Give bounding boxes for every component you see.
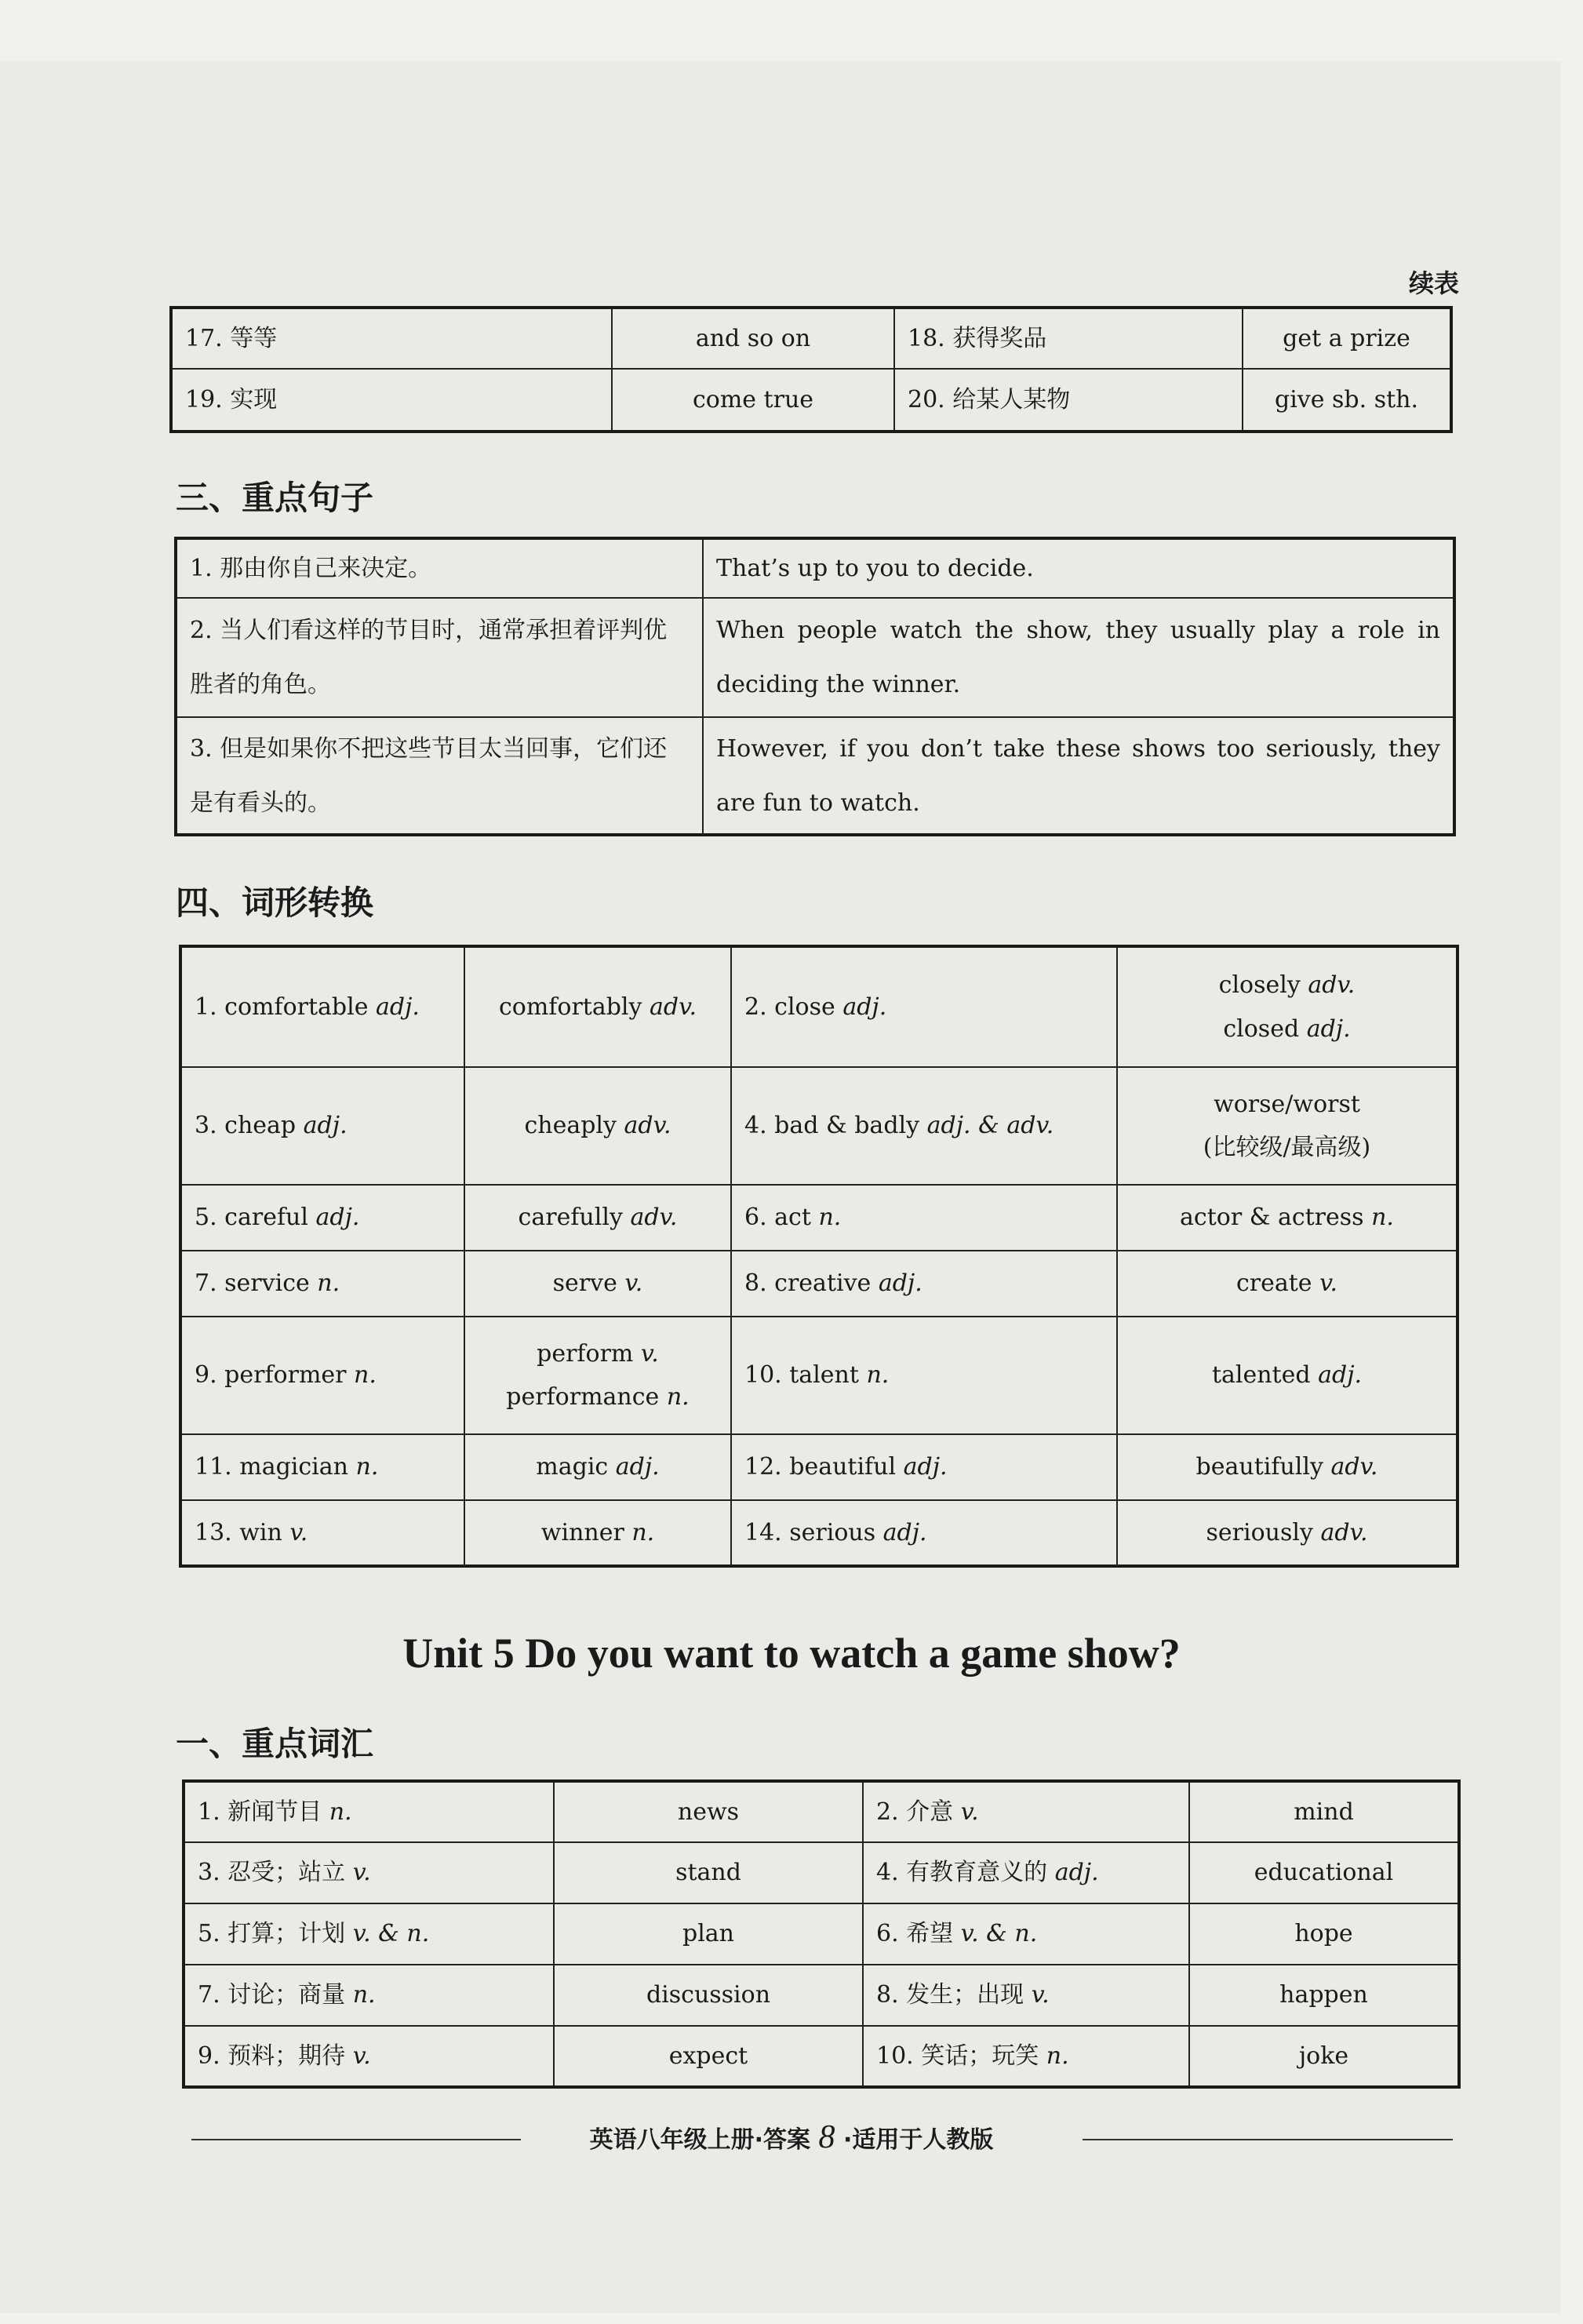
cell-line	[744, 1361, 1104, 1390]
word-text: 7. 讨论；商量	[198, 1981, 353, 2009]
chinese-term-cell	[184, 1842, 554, 1903]
chinese-term-cell	[184, 1781, 554, 1842]
derived-word-cell	[464, 1434, 731, 1500]
word-text: plan	[682, 1920, 734, 1948]
cell-line	[876, 1980, 1176, 2010]
derived-word-cell	[464, 1500, 731, 1566]
base-word-cell	[731, 1251, 1117, 1317]
chinese-term-cell	[863, 2026, 1189, 2087]
cell-line	[1203, 1980, 1445, 2010]
sentence-row	[176, 598, 1454, 717]
base-word-cell	[180, 1185, 464, 1251]
base-word-cell	[731, 1317, 1117, 1434]
base-word-cell	[180, 1317, 464, 1434]
part-of-speech: v.	[289, 1518, 308, 1546]
cell-line	[478, 1452, 718, 1482]
table-row	[171, 369, 1451, 432]
part-of-speech: adj.	[1054, 1859, 1099, 1887]
cell-line	[478, 1203, 718, 1233]
chinese-term-cell: 19. 实现	[171, 369, 612, 432]
base-word-cell	[180, 1067, 464, 1185]
word-text: cheaply	[524, 1112, 624, 1140]
word-form-row	[180, 1067, 1457, 1185]
cell-line	[1130, 1452, 1443, 1482]
english-answer-cell	[554, 1965, 863, 2026]
word-text: magic	[536, 1453, 616, 1481]
english-answer-cell: give sb. sth.	[1243, 369, 1451, 432]
vocab-table-continued	[169, 306, 1453, 433]
word-text: 5. 打算；计划	[198, 1920, 353, 1948]
derived-word-cell	[464, 946, 731, 1067]
word-text: 2. 介意	[876, 1798, 961, 1826]
unit-title: Unit 5 Do you want to watch a game show?	[402, 1630, 1181, 1677]
base-word-cell	[180, 1251, 464, 1317]
base-word-cell	[731, 1067, 1117, 1185]
word-text: seriously	[1206, 1518, 1321, 1546]
part-of-speech: n.	[329, 1798, 352, 1826]
cell-line	[195, 1518, 451, 1548]
chinese-term-cell	[863, 1903, 1189, 1965]
cell-line	[195, 1452, 451, 1482]
word-text: 2. close	[744, 993, 843, 1021]
section-3-title: 三、重点句子	[176, 479, 374, 517]
word-text: stand	[675, 1859, 741, 1887]
base-word-cell	[180, 1434, 464, 1500]
word-text: beautifully	[1195, 1453, 1331, 1481]
base-word-cell	[180, 1500, 464, 1566]
cell-line	[1130, 1518, 1443, 1548]
word-text: 1. comfortable	[195, 993, 377, 1021]
word-text: news	[677, 1798, 740, 1826]
word-text: joke	[1298, 2042, 1349, 2070]
cell-line	[567, 1858, 850, 1888]
part-of-speech: n.	[666, 1383, 690, 1411]
cell-line	[744, 993, 1104, 1022]
derived-word-cell	[464, 1185, 731, 1251]
part-of-speech: adj.	[1318, 1361, 1363, 1390]
part-of-speech: v.	[640, 1339, 659, 1368]
cell-line	[876, 2042, 1176, 2071]
cell-line	[478, 1111, 718, 1141]
word-text: carefully	[518, 1204, 631, 1232]
english-answer-cell	[1189, 2026, 1459, 2087]
word-text: create	[1235, 1269, 1320, 1298]
cell-line	[198, 1919, 540, 1949]
base-word-cell	[180, 946, 464, 1067]
cell-line	[876, 1798, 1176, 1827]
word-text: 6. act	[744, 1204, 819, 1232]
chinese-term-cell	[863, 1842, 1189, 1903]
word-text: 7. service	[195, 1269, 318, 1298]
part-of-speech: n.	[818, 1204, 842, 1232]
base-word-cell	[731, 1500, 1117, 1566]
word-text: 3. cheap	[195, 1112, 304, 1140]
word-text: 1. 新闻节目	[198, 1798, 329, 1826]
word-text: closed	[1223, 1014, 1307, 1043]
cell-line	[1130, 1090, 1443, 1120]
word-text: perform	[537, 1339, 641, 1368]
chinese-term-cell	[184, 1903, 554, 1965]
cell-line	[195, 1269, 451, 1299]
vocab-row	[184, 1842, 1459, 1903]
cell-line	[478, 1339, 718, 1369]
word-text: actor & actress	[1180, 1204, 1372, 1232]
cell-line	[478, 1518, 718, 1548]
cell-line	[1130, 1203, 1443, 1233]
part-of-speech: v.	[1031, 1981, 1050, 2009]
part-of-speech: n.	[355, 1453, 379, 1481]
word-text: 10. talent	[744, 1361, 867, 1390]
derived-word-cell	[1117, 946, 1457, 1067]
word-form-row	[180, 946, 1457, 1067]
chinese-term-cell	[184, 2026, 554, 2087]
derived-word-cell	[1117, 1317, 1457, 1434]
english-answer-cell	[1189, 1903, 1459, 1965]
cell-line	[744, 1269, 1104, 1299]
word-text: serve	[552, 1269, 625, 1298]
cell-line	[876, 1919, 1176, 1949]
word-text: 13. win	[195, 1518, 290, 1546]
english-answer-cell: come true	[612, 369, 894, 432]
word-text: expect	[668, 2042, 748, 2070]
derived-word-cell	[1117, 1434, 1457, 1500]
chinese-term-cell: 20. 给某人某物	[894, 369, 1243, 432]
sentence-row	[176, 717, 1454, 835]
key-vocabulary-table	[182, 1779, 1461, 2089]
cell-line	[478, 1382, 718, 1412]
cell-line	[567, 1919, 850, 1949]
part-of-speech: adv.	[1308, 971, 1356, 999]
cell-line	[1130, 1361, 1443, 1390]
word-text: hope	[1294, 1920, 1353, 1948]
cell-line	[1130, 1014, 1443, 1044]
part-of-speech: adv.	[624, 1112, 671, 1140]
part-of-speech: n.	[354, 1361, 377, 1390]
part-of-speech: adv.	[1320, 1518, 1368, 1546]
cell-line	[1203, 2042, 1445, 2071]
part-of-speech: n.	[1371, 1204, 1394, 1232]
footer-book-title: 英语八年级上册·答案	[589, 2126, 811, 2154]
english-answer-cell	[1189, 1842, 1459, 1903]
chinese-sentence-cell: 1. 那由你自己来决定。	[176, 538, 703, 598]
vocab-row	[184, 1903, 1459, 1965]
footer-edition: ·适用于人教版	[842, 2126, 994, 2154]
section-1-title: 一、重点词汇	[176, 1725, 374, 1763]
cell-line	[567, 1980, 850, 2010]
word-text: 14. serious	[744, 1518, 883, 1546]
english-answer-cell	[554, 1781, 863, 1842]
derived-word-cell	[464, 1067, 731, 1185]
cell-line	[1130, 971, 1443, 1000]
part-of-speech: n.	[866, 1361, 890, 1390]
word-text: 6. 希望	[876, 1920, 961, 1948]
word-text: happen	[1279, 1981, 1368, 2009]
word-text: educational	[1254, 1859, 1394, 1887]
chinese-sentence-cell: 3. 但是如果你不把这些节目太当回事，它们还是有看头的。	[176, 717, 703, 835]
cell-line	[744, 1452, 1104, 1482]
word-form-row	[180, 1251, 1457, 1317]
word-form-row	[180, 1185, 1457, 1251]
chinese-term-cell	[184, 1965, 554, 2026]
chinese-term-cell: 18. 获得奖品	[894, 308, 1243, 369]
english-answer-cell	[1189, 1781, 1459, 1842]
word-text: 12. beautiful	[744, 1453, 904, 1481]
continued-label: 续表	[1408, 268, 1459, 298]
word-text: 9. 预料；期待	[198, 2042, 353, 2070]
cell-line	[1130, 1269, 1443, 1299]
cell-line	[1130, 1133, 1443, 1163]
part-of-speech: adj.	[615, 1453, 660, 1481]
word-text: discussion	[646, 1981, 771, 2009]
word-text: 11. magician	[195, 1453, 356, 1481]
vocab-row	[184, 1965, 1459, 2026]
part-of-speech: v.	[960, 1798, 979, 1826]
part-of-speech: n.	[631, 1518, 655, 1546]
word-text: comfortably	[498, 993, 650, 1021]
word-text: closely	[1218, 971, 1308, 999]
word-text: 8. creative	[744, 1269, 879, 1298]
chinese-term-cell	[863, 1965, 1189, 2026]
part-of-speech: adj.	[1306, 1014, 1351, 1043]
cell-line	[744, 1203, 1104, 1233]
derived-word-cell	[1117, 1251, 1457, 1317]
word-text: (比较级/最高级)	[1203, 1134, 1371, 1161]
cell-line	[198, 1980, 540, 2010]
base-word-cell	[731, 946, 1117, 1067]
cell-line	[876, 1858, 1176, 1888]
cell-line	[1203, 1798, 1445, 1827]
word-text: 10. 笑话；玩笑	[876, 2042, 1046, 2070]
chinese-sentence-cell: 2. 当人们看这样的节目时，通常承担着评判优胜者的角色。	[176, 598, 703, 717]
cell-line	[567, 1798, 850, 1827]
word-text: winner	[540, 1518, 632, 1546]
english-sentence-cell: However, if you don’t take these shows too seriously, they are fun to watch.	[703, 717, 1454, 835]
word-text: talented	[1211, 1361, 1319, 1390]
base-word-cell	[731, 1185, 1117, 1251]
table-row	[171, 308, 1451, 369]
cell-line	[195, 1111, 451, 1141]
part-of-speech: adv.	[1330, 1453, 1378, 1481]
word-form-row	[180, 1434, 1457, 1500]
part-of-speech: v. & n.	[352, 1920, 430, 1948]
part-of-speech: v.	[352, 2042, 371, 2070]
word-form-row	[180, 1317, 1457, 1434]
english-answer-cell	[554, 2026, 863, 2087]
part-of-speech: adj.	[315, 1204, 360, 1232]
word-form-row	[180, 1500, 1457, 1566]
derived-word-cell	[1117, 1185, 1457, 1251]
word-text: worse/worst	[1214, 1090, 1360, 1118]
derived-word-cell	[1117, 1067, 1457, 1185]
cell-line	[198, 1858, 540, 1888]
word-text: 4. bad & badly	[744, 1112, 927, 1140]
english-answer-cell: and so on	[612, 308, 894, 369]
part-of-speech: adj. & adv.	[926, 1112, 1054, 1140]
derived-word-cell	[1117, 1500, 1457, 1566]
cell-line	[478, 1269, 718, 1299]
part-of-speech: n.	[317, 1269, 340, 1298]
part-of-speech: v.	[624, 1269, 643, 1298]
cell-line	[195, 1361, 451, 1390]
cell-line	[478, 993, 718, 1022]
part-of-speech: v.	[1319, 1269, 1338, 1298]
section-4-title: 四、词形转换	[176, 883, 374, 922]
cell-line	[1203, 1858, 1445, 1888]
english-sentence-cell: When people watch the show, they usually play a role in deciding the winner.	[703, 598, 1454, 717]
part-of-speech: adv.	[650, 993, 697, 1021]
page-footer	[0, 2118, 1583, 2156]
word-text: 4. 有教育意义的	[876, 1859, 1055, 1887]
base-word-cell	[731, 1434, 1117, 1500]
cell-line	[198, 2042, 540, 2071]
english-answer-cell	[554, 1842, 863, 1903]
cell-line	[567, 2042, 850, 2071]
word-forms-table	[179, 945, 1459, 1568]
page-number: 8	[818, 2119, 835, 2155]
word-text: 8. 发生；出现	[876, 1981, 1032, 2009]
part-of-speech: adj.	[882, 1518, 927, 1546]
sentence-row	[176, 538, 1454, 598]
part-of-speech: adj.	[842, 993, 887, 1021]
vocab-row	[184, 2026, 1459, 2087]
english-answer-cell	[1189, 1965, 1459, 2026]
part-of-speech: v. & n.	[960, 1920, 1038, 1948]
part-of-speech: adv.	[630, 1204, 678, 1232]
english-answer-cell: get a prize	[1243, 308, 1451, 369]
part-of-speech: adj.	[376, 993, 420, 1021]
cell-line	[1203, 1919, 1445, 1949]
english-answer-cell	[554, 1903, 863, 1965]
cell-line	[744, 1518, 1104, 1548]
part-of-speech: n.	[352, 1981, 376, 2009]
word-text: 9. performer	[195, 1361, 355, 1390]
part-of-speech: adj.	[878, 1269, 923, 1298]
part-of-speech: n.	[1046, 2042, 1069, 2070]
word-text: performance	[506, 1383, 667, 1411]
derived-word-cell	[464, 1251, 731, 1317]
english-sentence-cell: That’s up to you to decide.	[703, 538, 1454, 598]
chinese-term-cell: 17. 等等	[171, 308, 612, 369]
cell-line	[198, 1798, 540, 1827]
cell-line	[195, 1203, 451, 1233]
word-text: mind	[1294, 1798, 1354, 1826]
key-sentences-table	[174, 537, 1456, 836]
part-of-speech: adj.	[303, 1112, 348, 1140]
derived-word-cell	[464, 1317, 731, 1434]
vocab-row	[184, 1781, 1459, 1842]
part-of-speech: adj.	[903, 1453, 948, 1481]
part-of-speech: v.	[352, 1859, 371, 1887]
word-text: 3. 忍受；站立	[198, 1859, 353, 1887]
word-text: 5. careful	[195, 1204, 316, 1232]
chinese-term-cell	[863, 1781, 1189, 1842]
cell-line	[195, 993, 451, 1022]
cell-line	[744, 1111, 1104, 1141]
